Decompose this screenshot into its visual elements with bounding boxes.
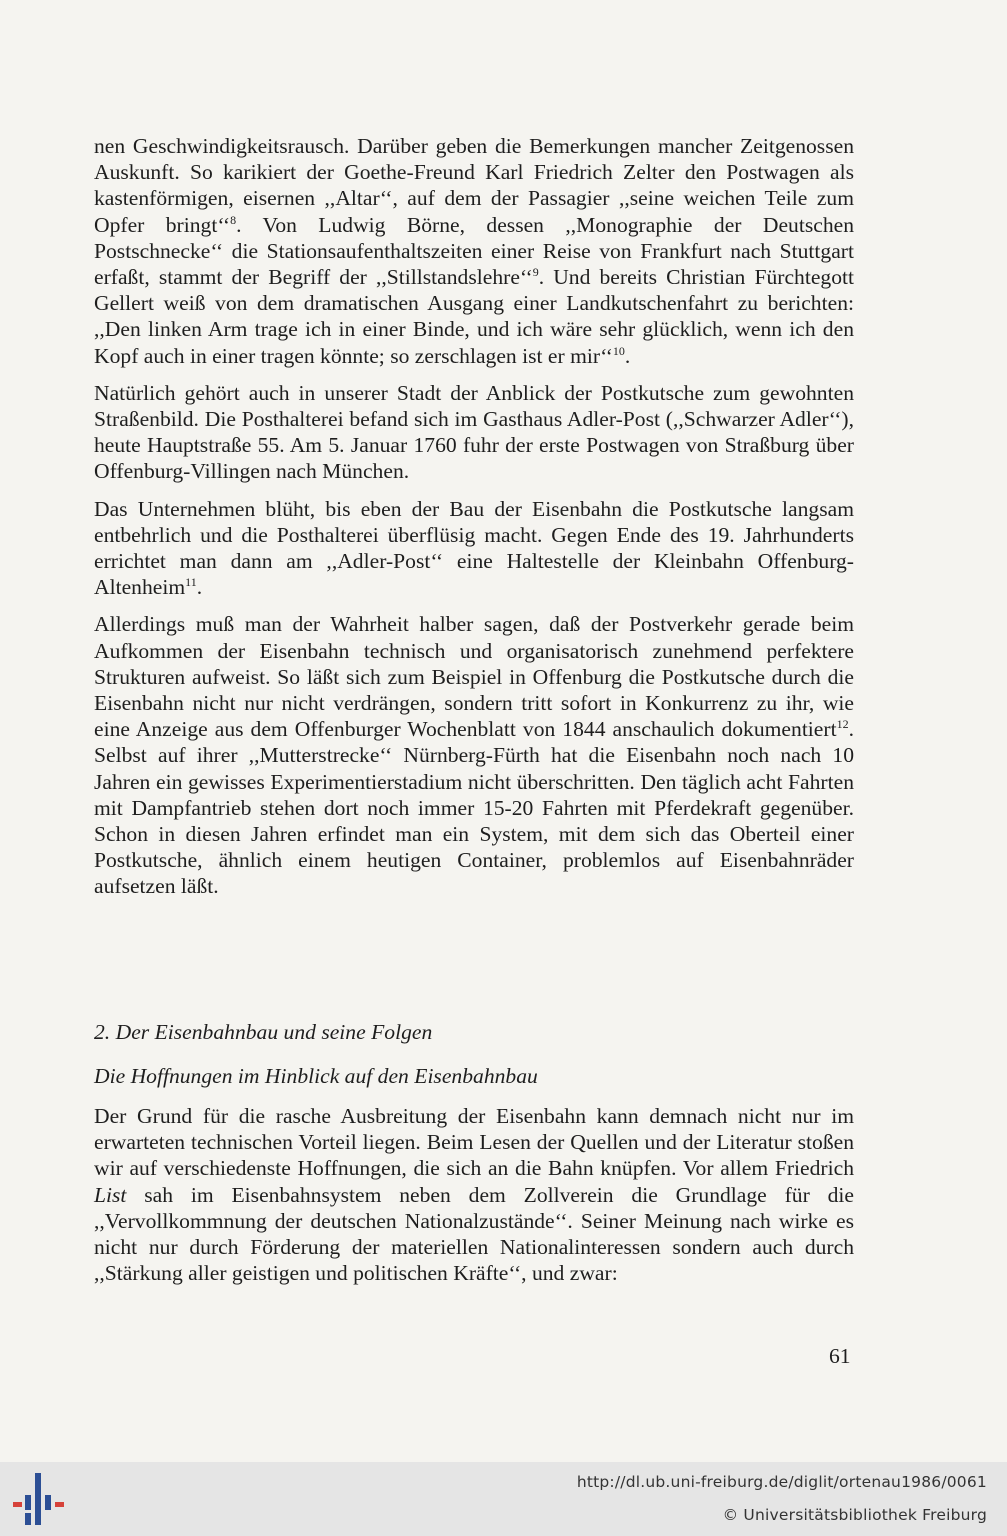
ub-freiburg-logo-icon xyxy=(13,1473,65,1525)
body-text-section-2 xyxy=(94,1103,854,1286)
footnote-reference: 11 xyxy=(185,575,197,590)
paragraph: nen Geschwindigkeitsrausch. Darüber geben die Bemerkungen mancher Zeitgenossen Auskunft. So karikiert der Goethe-Freund Karl Friedrich Zelter den Postwagen als kastenförmigen, eisernen ,,Altar‘‘, auf dem der Passagier ,,seine weichen Teile zum Opfer bringt‘‘$^8$. Von Ludwig Börne, dessen ,,Monographie der Deutschen Postschnecke‘‘ die Stationsaufenthaltszeiten einer Reise von Frankfurt nach Stuttgart erfaßt, stammt der Begriff der ,,Stillstandslehre‘‘$^9$. Und bereits Christian Fürchtegott Gellert weiß von dem dramatischen Ausgang einer Landkutschenfahrt zu berichten: ,,Den linken Arm trage ich in einer Binde, und ich wäre sehr glücklich, wenn ich den Kopf auch in einer tragen könnte; so zerschlagen ist er mir‘‘$^{10}$. xyxy=(94,134,855,368)
body-text-section-1 xyxy=(94,133,854,900)
viewer-footer xyxy=(0,1462,1007,1536)
paragraph: Natürlich gehört auch in unserer Stadt der Anblick der Postkutsche zum gewohnten Straßenbild. Die Posthalterei befand sich im Gasthaus Adler-Post (,,Schwarzer Adler‘‘), heute Hauptstraße 55. Am 5. Januar 1760 fuhr der erste Postwagen von Straßburg über Offenburg-Villingen nach München. xyxy=(94,380,854,484)
emphasized-name: List xyxy=(94,1182,127,1207)
footnote-reference: 12 xyxy=(836,717,849,732)
paragraph: Allerdings muß man der Wahrheit halber sagen, daß der Postverkehr gerade beim Aufkommen der Eisenbahn technisch und organisatorisch zunehmend perfektere Strukturen aufweist. So läßt sich zum Beispiel in Offenburg die Postkutsche durch die Eisenbahn nicht nur nicht verdrängen, sondern tritt sofort in Konkurrenz zu ihr, wie eine Anzeige aus dem Offenburger Wochenblatt von 1844 anschaulich dokumentiert$^{12}$. Selbst auf ihrer ,,Mutterstrecke‘‘ Nürnberg-Fürth hat die Eisenbahn noch nach 10 Jahren ein gewisses Experimentierstadium nicht überschritten. Den täglich acht Fahrten mit Dampfantrieb stehen dort noch immer 15-20 Fahrten mit Pferdekraft gegenüber. Schon in diesen Jahren erfindet man ein System, mit dem sich das Oberteil einer Postkutsche, ähnlich einem heutigen Container, problemlos auf Eisenbahnräder aufsetzen läßt. xyxy=(94,612,854,899)
footnote-reference: 8 xyxy=(230,212,237,227)
footnote-reference: 9 xyxy=(532,264,539,279)
copyright-notice: © Universitätsbibliothek Freiburg xyxy=(722,1506,987,1524)
permalink-url[interactable]: http://dl.ub.uni-freiburg.de/diglit/ortenau1986/0061 xyxy=(576,1473,987,1491)
paragraph: Das Unternehmen blüht, bis eben der Bau der Eisenbahn die Postkutsche langsam entbehrlich und die Posthalterei überflüsig macht. Gegen Ende des 19. Jahrhunderts errichtet man dann am ,,Adler-Post‘‘ eine Haltestelle der Kleinbahn Offenburg-Altenheim$^{11}$. xyxy=(94,496,854,600)
paragraph: Der Grund für die rasche Ausbreitung der Eisenbahn kann demnach nicht nur im erwarteten technischen Vorteil liegen. Beim Lesen der Quellen und der Literatur stoßen wir auf verschiedenste Hoffnungen, die sich an die Bahn knüpfen. Vor allem Friedrich List sah im Eisenbahnsystem neben dem Zollverein die Grundlage für die ,,Vervollkommnung der deutschen Nationalzustände‘‘. Seiner Meinung nach wirke es nicht nur durch Förderung der materiellen Nationalinteressen sondern auch durch ,,Stärkung aller geistigen und politischen Kräfte‘‘, und zwar: xyxy=(94,1104,854,1286)
subsection-heading: Die Hoffnungen im Hinblick auf den Eisenbahnbau xyxy=(94,1064,538,1088)
page-number: 61 xyxy=(829,1344,851,1368)
footnote-reference: 10 xyxy=(612,343,625,358)
section-heading: 2. Der Eisenbahnbau und seine Folgen xyxy=(94,1020,433,1044)
